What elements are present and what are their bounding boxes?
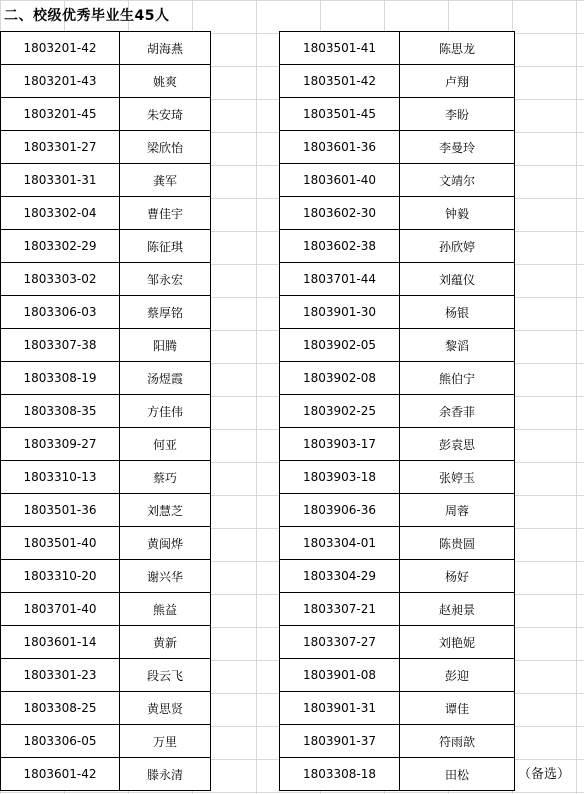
student-name-cell[interactable]: 段云飞 xyxy=(120,659,211,692)
student-name-cell[interactable]: 彭迎 xyxy=(400,659,515,692)
student-name-cell[interactable]: 胡海燕 xyxy=(120,32,211,65)
table-row xyxy=(280,164,515,197)
student-id-cell[interactable]: 1803901-31 xyxy=(280,692,400,725)
table-row xyxy=(1,65,211,98)
student-id-cell[interactable]: 1803501-40 xyxy=(1,527,120,560)
student-id-cell[interactable]: 1803309-27 xyxy=(1,428,120,461)
table-row xyxy=(1,560,211,593)
table-row xyxy=(280,626,515,659)
table-row xyxy=(1,131,211,164)
student-id-cell[interactable]: 1803310-20 xyxy=(1,560,120,593)
student-name-cell[interactable]: 杨银 xyxy=(400,296,515,329)
student-id-cell[interactable]: 1803501-41 xyxy=(280,32,400,65)
student-id-cell[interactable]: 1803303-02 xyxy=(1,263,120,296)
table-row xyxy=(280,65,515,98)
student-name-cell[interactable]: 刘艳妮 xyxy=(400,626,515,659)
student-id-cell[interactable]: 1803701-40 xyxy=(1,593,120,626)
student-name-cell[interactable]: 熊伯宁 xyxy=(400,362,515,395)
table-row xyxy=(280,98,515,131)
student-name-cell[interactable]: 万里 xyxy=(120,725,211,758)
student-name-cell[interactable]: 黄闽烨 xyxy=(120,527,211,560)
table-row xyxy=(1,593,211,626)
student-name-cell[interactable]: 曹佳宇 xyxy=(120,197,211,230)
table-row xyxy=(280,362,515,395)
student-id-cell[interactable]: 1803902-25 xyxy=(280,395,400,428)
table-row xyxy=(1,362,211,395)
student-id-cell[interactable]: 1803304-29 xyxy=(280,560,400,593)
student-name-cell[interactable]: 符雨歆 xyxy=(400,725,515,758)
student-id-cell[interactable]: 1803310-13 xyxy=(1,461,120,494)
student-id-cell[interactable]: 1803901-37 xyxy=(280,725,400,758)
student-name-cell[interactable]: 邹永宏 xyxy=(120,263,211,296)
student-name-cell[interactable]: 蔡厚铭 xyxy=(120,296,211,329)
table-row xyxy=(280,593,515,626)
student-id-cell[interactable]: 1803903-18 xyxy=(280,461,400,494)
student-name-cell[interactable]: 陈贵圆 xyxy=(400,527,515,560)
student-name-cell[interactable]: 谢兴华 xyxy=(120,560,211,593)
student-id-cell[interactable]: 1803903-17 xyxy=(280,428,400,461)
table-row xyxy=(280,32,515,65)
student-id-cell[interactable]: 1803201-43 xyxy=(1,65,120,98)
student-name-cell[interactable]: 陈征琪 xyxy=(120,230,211,263)
student-id-cell[interactable]: 1803302-04 xyxy=(1,197,120,230)
student-id-cell[interactable]: 1803306-05 xyxy=(1,725,120,758)
student-id-cell[interactable]: 1803304-01 xyxy=(280,527,400,560)
table-row xyxy=(1,296,211,329)
table-row xyxy=(1,626,211,659)
student-name-cell[interactable]: 熊益 xyxy=(120,593,211,626)
table-row xyxy=(280,428,515,461)
table-row xyxy=(280,725,515,758)
student-id-cell[interactable]: 1803501-45 xyxy=(280,98,400,131)
left-table xyxy=(0,31,211,791)
student-name-cell[interactable]: 黄思贤 xyxy=(120,692,211,725)
student-name-cell[interactable]: 张婷玉 xyxy=(400,461,515,494)
table-row xyxy=(1,164,211,197)
student-name-cell[interactable]: 卢翔 xyxy=(400,65,515,98)
student-name-cell[interactable]: 汤煜霞 xyxy=(120,362,211,395)
student-name-cell[interactable]: 文靖尔 xyxy=(400,164,515,197)
table-row xyxy=(1,329,211,362)
student-id-cell[interactable]: 1803901-30 xyxy=(280,296,400,329)
student-name-cell[interactable]: 李曼玲 xyxy=(400,131,515,164)
student-name-cell[interactable]: 孙欣婷 xyxy=(400,230,515,263)
table-row xyxy=(1,98,211,131)
student-name-cell[interactable]: 龚军 xyxy=(120,164,211,197)
student-id-cell[interactable]: 1803701-44 xyxy=(280,263,400,296)
student-name-cell[interactable]: 阳腾 xyxy=(120,329,211,362)
student-id-cell[interactable]: 1803308-19 xyxy=(1,362,120,395)
student-name-cell[interactable]: 周蓉 xyxy=(400,494,515,527)
student-id-cell[interactable]: 1803301-27 xyxy=(1,131,120,164)
table-row xyxy=(1,758,211,791)
table-row xyxy=(280,560,515,593)
table-row xyxy=(280,230,515,263)
student-id-cell[interactable]: 1803308-35 xyxy=(1,395,120,428)
student-id-cell[interactable]: 1803906-36 xyxy=(280,494,400,527)
table-row xyxy=(1,527,211,560)
table-row xyxy=(280,197,515,230)
student-name-cell[interactable]: 彭袁思 xyxy=(400,428,515,461)
student-id-cell[interactable]: 1803902-08 xyxy=(280,362,400,395)
student-name-cell[interactable]: 谭佳 xyxy=(400,692,515,725)
student-id-cell[interactable]: 1803601-14 xyxy=(1,626,120,659)
student-id-cell[interactable]: 1803601-36 xyxy=(280,131,400,164)
student-name-cell[interactable]: 姚爽 xyxy=(120,65,211,98)
student-id-cell[interactable]: 1803307-27 xyxy=(280,626,400,659)
table-row xyxy=(1,428,211,461)
table-row xyxy=(280,263,515,296)
right-table xyxy=(279,31,515,791)
student-name-cell[interactable]: 滕永清 xyxy=(120,758,211,791)
student-name-cell[interactable]: 方佳伟 xyxy=(120,395,211,428)
student-id-cell[interactable]: 1803308-18 xyxy=(280,758,400,791)
student-id-cell[interactable]: 1803307-21 xyxy=(280,593,400,626)
alternate-note: （备选） xyxy=(518,767,571,782)
student-id-cell[interactable]: 1803901-08 xyxy=(280,659,400,692)
table-row xyxy=(280,527,515,560)
student-id-cell[interactable]: 1803501-36 xyxy=(1,494,120,527)
student-id-cell[interactable]: 1803302-29 xyxy=(1,230,120,263)
table-row xyxy=(1,230,211,263)
student-name-cell[interactable]: 陈思龙 xyxy=(400,32,515,65)
table-row xyxy=(1,32,211,65)
table-row xyxy=(1,395,211,428)
section-title: 二、校级优秀毕业生45人 xyxy=(4,8,170,24)
student-name-cell[interactable]: 钟毅 xyxy=(400,197,515,230)
student-name-cell[interactable]: 李盼 xyxy=(400,98,515,131)
student-id-cell[interactable]: 1803601-40 xyxy=(280,164,400,197)
student-id-cell[interactable]: 1803306-03 xyxy=(1,296,120,329)
student-name-cell[interactable]: 刘蕴仪 xyxy=(400,263,515,296)
student-id-cell[interactable]: 1803201-42 xyxy=(1,32,120,65)
student-id-cell[interactable]: 1803308-25 xyxy=(1,692,120,725)
table-row xyxy=(280,758,515,791)
table-row xyxy=(280,296,515,329)
student-name-cell[interactable]: 黄新 xyxy=(120,626,211,659)
table-row xyxy=(280,461,515,494)
table-row xyxy=(1,494,211,527)
table-row xyxy=(1,725,211,758)
student-name-cell[interactable]: 何亚 xyxy=(120,428,211,461)
student-name-cell[interactable]: 余香菲 xyxy=(400,395,515,428)
student-name-cell[interactable]: 杨好 xyxy=(400,560,515,593)
student-name-cell[interactable]: 梁欣怡 xyxy=(120,131,211,164)
table-row xyxy=(280,395,515,428)
student-id-cell[interactable]: 1803301-31 xyxy=(1,164,120,197)
table-row xyxy=(1,263,211,296)
table-row xyxy=(280,659,515,692)
student-name-cell[interactable]: 刘慧芝 xyxy=(120,494,211,527)
student-name-cell[interactable]: 赵昶景 xyxy=(400,593,515,626)
student-id-cell[interactable]: 1803902-05 xyxy=(280,329,400,362)
student-name-cell[interactable]: 黎滔 xyxy=(400,329,515,362)
table-row xyxy=(280,494,515,527)
student-name-cell[interactable]: 蔡巧 xyxy=(120,461,211,494)
table-row xyxy=(1,659,211,692)
student-id-cell[interactable]: 1803501-42 xyxy=(280,65,400,98)
student-name-cell[interactable]: 朱安琦 xyxy=(120,98,211,131)
student-id-cell[interactable]: 1803307-38 xyxy=(1,329,120,362)
student-id-cell[interactable]: 1803201-45 xyxy=(1,98,120,131)
table-row xyxy=(280,329,515,362)
student-id-cell[interactable]: 1803301-23 xyxy=(1,659,120,692)
table-row xyxy=(1,197,211,230)
student-id-cell[interactable]: 1803602-38 xyxy=(280,230,400,263)
table-row xyxy=(280,692,515,725)
table-row xyxy=(1,461,211,494)
table-row xyxy=(280,131,515,164)
student-id-cell[interactable]: 1803602-30 xyxy=(280,197,400,230)
table-row xyxy=(1,692,211,725)
student-name-cell[interactable]: 田松 xyxy=(400,758,515,791)
student-id-cell[interactable]: 1803601-42 xyxy=(1,758,120,791)
